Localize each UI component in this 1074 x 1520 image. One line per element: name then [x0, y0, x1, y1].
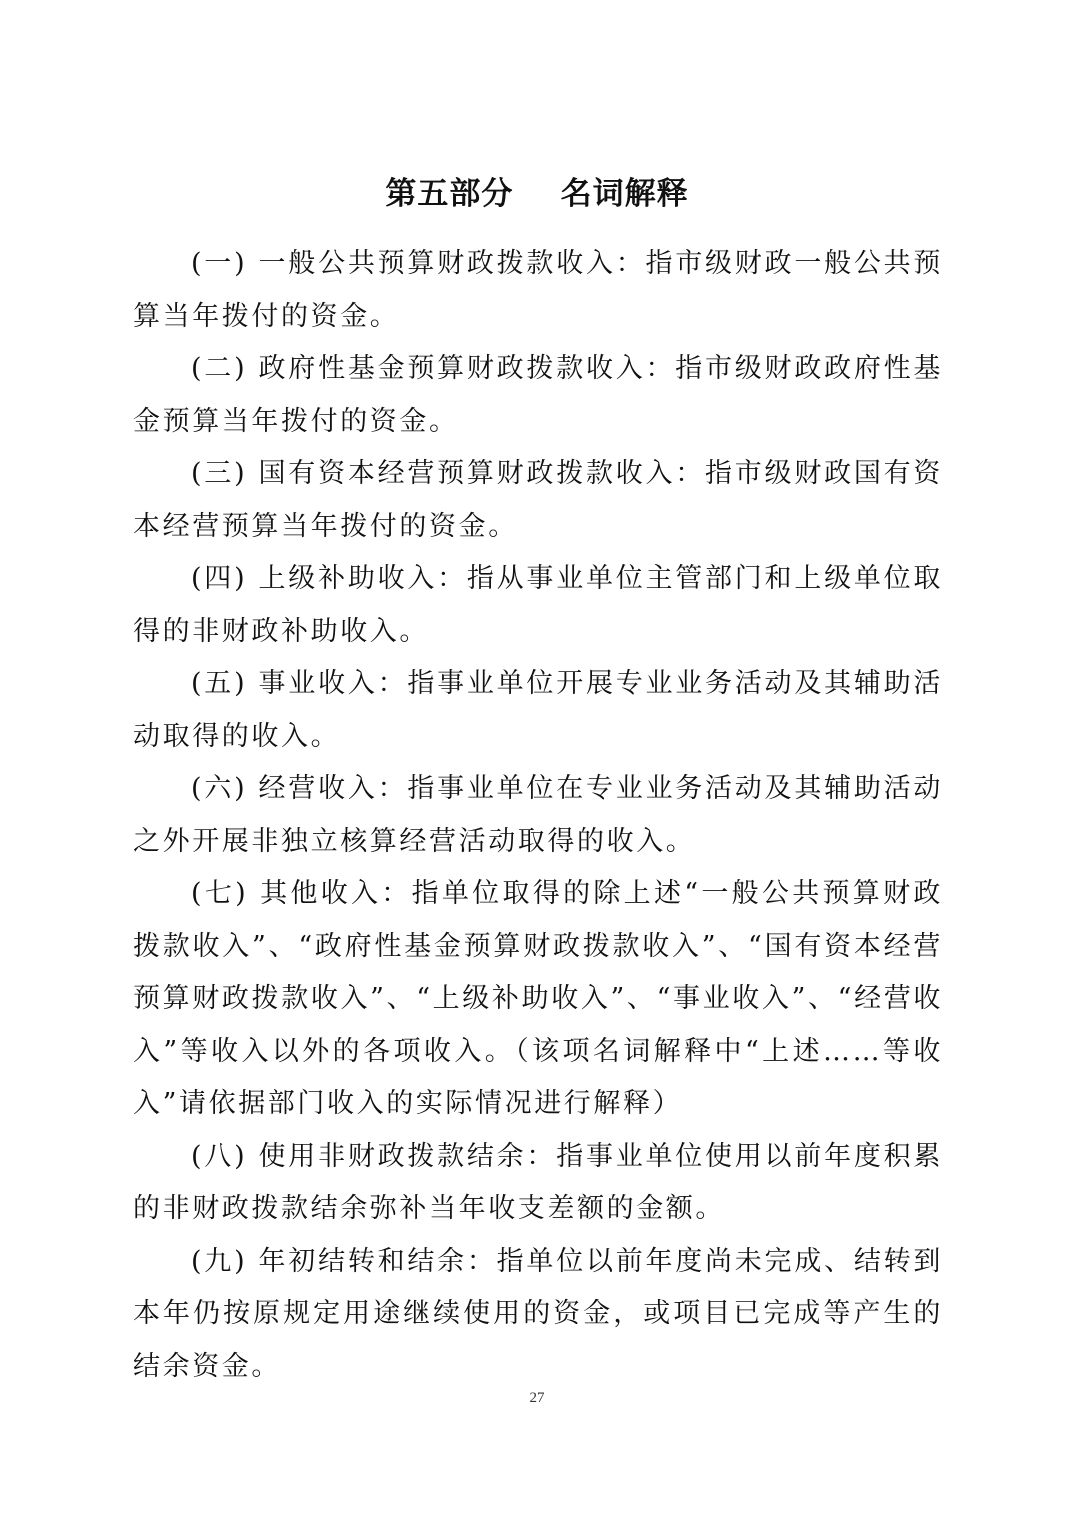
paragraph-9: (九) 年初结转和结余：指单位以前年度尚未完成、结转到本年仍按原规定用途继续使用的资金，或项目已完成等产生的结余资金。 — [133, 1245, 943, 1382]
paragraph-8: (八) 使用非财政拨款结余：指事业单位使用以前年度积累的非财政拨款结余弥补当年收支差额的金额。 — [133, 1140, 943, 1224]
paragraph-2: (二) 政府性基金预算财政拨款收入：指市级财政政府性基金预算当年拨付的资金。 — [133, 353, 943, 437]
paragraph-6: (六) 经营收入：指事业单位在专业业务活动及其辅助活动之外开展非独立核算经营活动取得的收入。 — [133, 773, 943, 857]
paragraph-5: (五) 事业收入：指事业单位开展专业业务活动及其辅助活动取得的收入。 — [133, 668, 943, 752]
page-title: 第五部分 名词解释 — [385, 176, 689, 212]
page-number: 27 — [529, 1390, 545, 1406]
paragraph-4: (四) 上级补助收入：指从事业单位主管部门和上级单位取得的非财政补助收入。 — [133, 563, 943, 647]
paragraph-1: (一) 一般公共预算财政拨款收入：指市级财政一般公共预算当年拨付的资金。 — [133, 248, 943, 332]
body-text — [133, 238, 943, 1393]
paragraph-3: (三) 国有资本经营预算财政拨款收入：指市级财政国有资本经营预算当年拨付的资金。 — [133, 458, 943, 542]
paragraph-7: (七) 其他收入：指单位取得的除上述“一般公共预算财政拨款收入”、“政府性基金预算财政拨款收入”、“国有资本经营预算财政拨款收入”、“上级补助收入”、“事业收入”、“经营收入”等收入以外的各项收入。（该项名词解释中“上述……等收入”请依据部门收入的实际情况进行解释） — [133, 878, 943, 1119]
